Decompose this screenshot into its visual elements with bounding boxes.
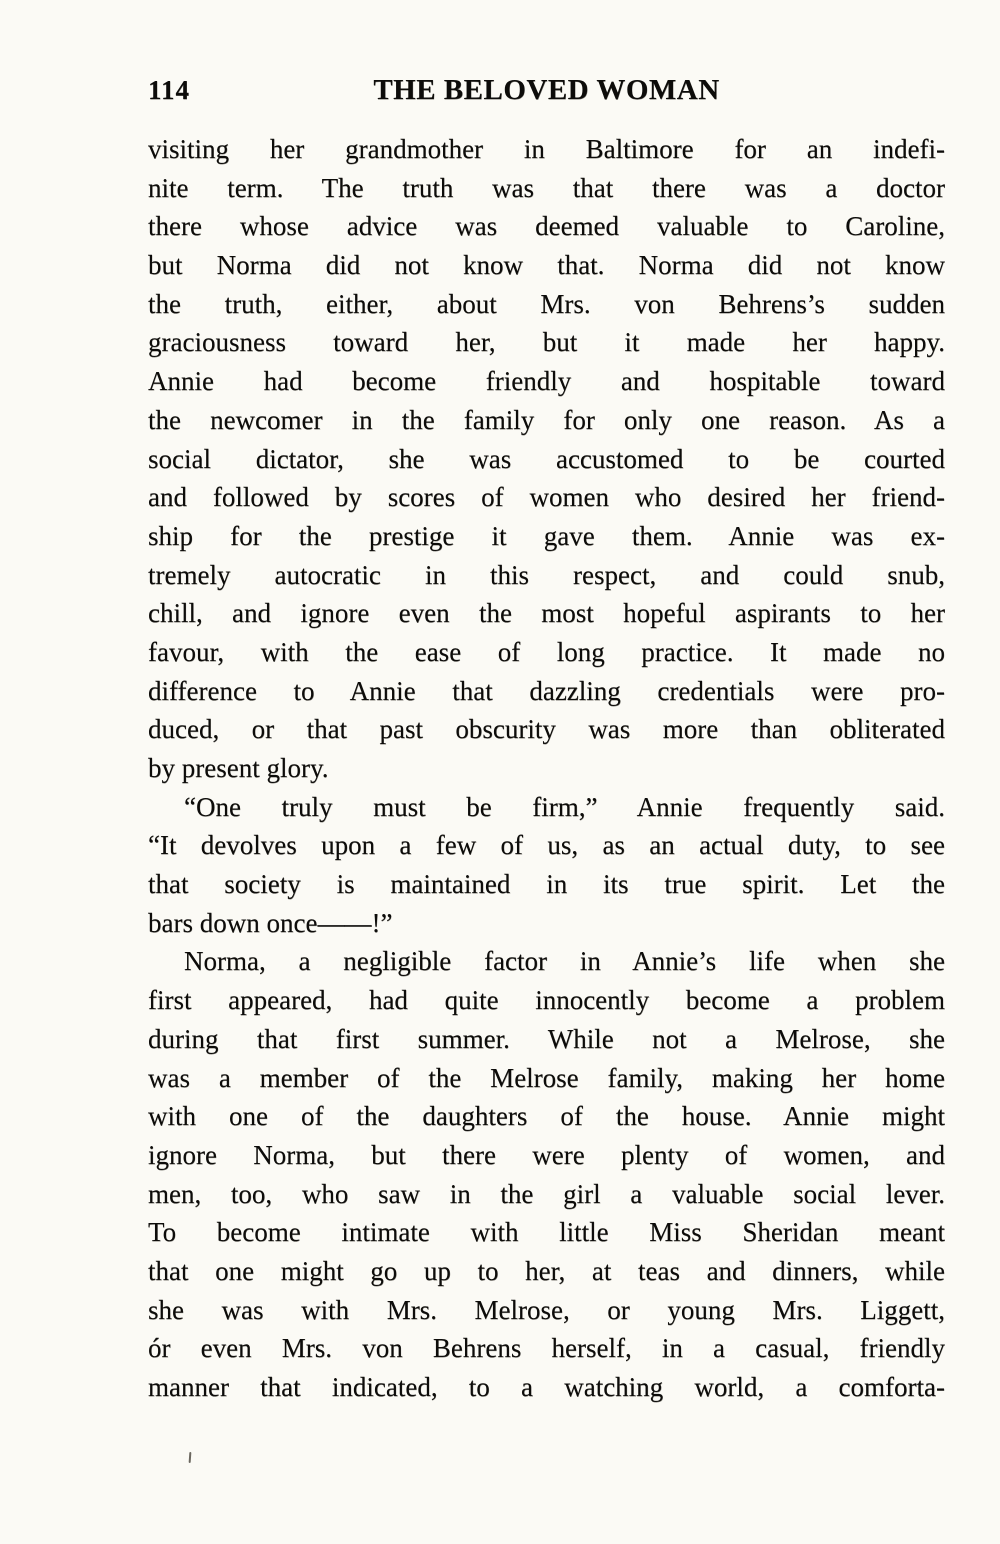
text-line: favour, with the ease of long practice. It made no (148, 636, 945, 667)
text-line: chill, and ignore even the most hopeful aspirants to her (148, 598, 945, 629)
paragraph (148, 788, 945, 943)
text-line: manner that indicated, to a watching world, a comforta- (148, 1372, 945, 1402)
text-line: Norma, a negligible factor in Annie’s life when she (184, 946, 945, 977)
text-line: during that first summer. While not a Melrose, she (148, 1023, 945, 1054)
page-header (148, 74, 945, 107)
text-line: that one might go up to her, at teas and dinners, while (148, 1255, 945, 1286)
paragraph (148, 942, 945, 1406)
text-line: visiting her grandmother in Baltimore for an indefi- (148, 134, 945, 164)
page-body (148, 130, 945, 1407)
paragraph (148, 130, 945, 788)
text-line: graciousness toward her, but it made her happy. (148, 327, 945, 358)
page-title: THE BELOVED WOMAN (373, 74, 720, 106)
text-line: men, too, who saw in the girl a valuable social lever. (148, 1178, 945, 1209)
text-line: To become intimate with little Miss Sheridan meant (148, 1217, 945, 1248)
text-line: nite term. The truth was that there was a doctor (148, 172, 945, 203)
text-line: duced, or that past obscurity was more than obliterated (148, 714, 945, 745)
text-line: Annie had become friendly and hospitable toward (148, 366, 945, 397)
text-line: social dictator, she was accustomed to be courted (148, 443, 945, 474)
text-line: first appeared, had quite innocently become a problem (148, 985, 945, 1016)
text-line: she was with Mrs. Melrose, or young Mrs. Liggett, (148, 1294, 945, 1325)
text-line: “It devolves upon a few of us, as an actual duty, to see (148, 830, 945, 861)
text-line: ór even Mrs. von Behrens herself, in a casual, friendly (148, 1333, 945, 1364)
text-line: tremely autocratic in this respect, and could snub, (148, 559, 945, 590)
text-line: that society is maintained in its true spirit. Let the (148, 869, 945, 900)
text-line: ship for the prestige it gave them. Annie was ex- (148, 520, 945, 551)
text-line: was a member of the Melrose family, making her home (148, 1062, 945, 1093)
text-line: and followed by scores of women who desired her friend- (148, 482, 945, 513)
text-line: bars down once——!” (148, 907, 393, 938)
text-line: ignore Norma, but there were plenty of women, and (148, 1139, 945, 1170)
page-number: 114 (148, 75, 191, 105)
text-line: “One truly must be firm,” Annie frequently said. (184, 791, 945, 822)
text-line: by present glory. (148, 753, 329, 783)
ink-mark (189, 1452, 192, 1463)
text-line: the newcomer in the family for only one reason. As a (148, 404, 945, 435)
text-line: but Norma did not know that. Norma did not know (148, 250, 945, 281)
text-line: there whose advice was deemed valuable to Caroline, (148, 211, 945, 242)
text-line: the truth, either, about Mrs. von Behrens’s sudden (148, 288, 945, 319)
text-line: difference to Annie that dazzling credentials were pro- (148, 675, 945, 706)
text-line: with one of the daughters of the house. Annie might (148, 1101, 945, 1132)
